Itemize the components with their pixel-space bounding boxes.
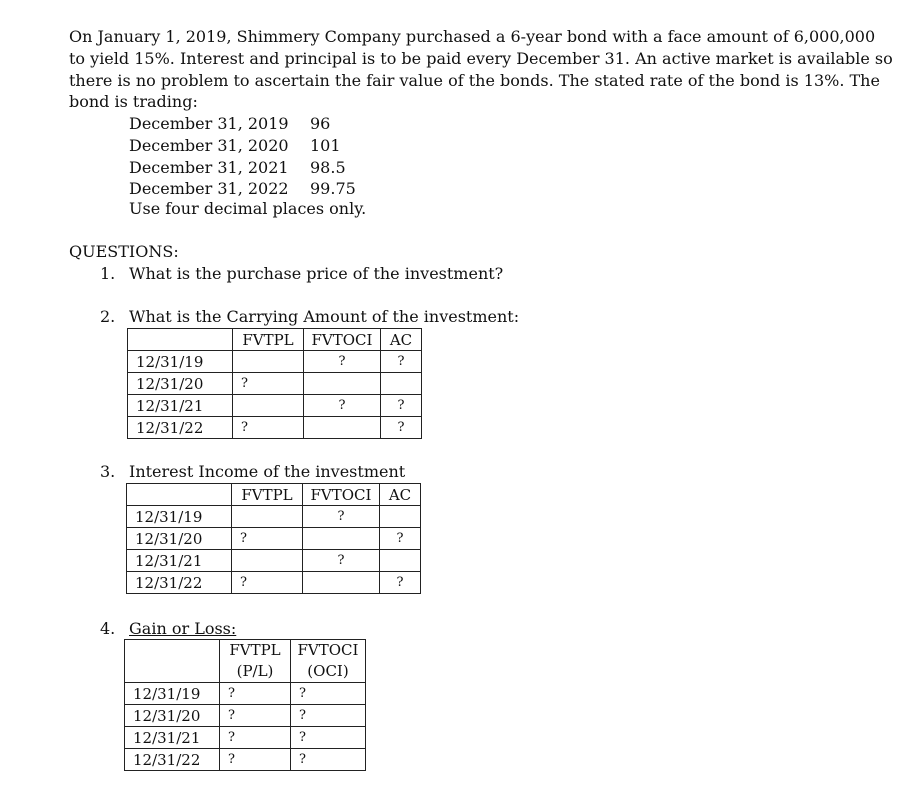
trading-price: 101 [310,135,341,155]
header-fvtpl-pl [220,640,291,683]
header-fvtoci: FVTOCI [297,641,359,659]
q4-number: 4. [100,619,116,638]
table-row [125,683,366,705]
table-row [127,506,421,528]
cell-fvtpl: ? [233,417,304,439]
cell-fvtoci: ? [304,351,381,373]
cell-fvtpl: ? [220,727,291,749]
trading-date: December 31, 2022 [129,179,289,199]
q2-number: 2. [100,307,116,326]
cell-ac [380,550,421,572]
table-corner-cell [127,484,232,506]
intro-line: there is no problem to ascertain the fair value of the bonds. The stated rate of the bond is 13%. The [69,70,880,90]
cell-fvtpl [232,550,303,572]
cell-fvtpl [232,506,303,528]
row-date: 12/31/21 [127,550,232,572]
trading-row [129,178,356,200]
trading-prices [129,113,356,200]
cell-ac: ? [380,572,421,594]
row-date: 12/31/22 [127,572,232,594]
header-oci: (OCI) [307,662,349,680]
table-row [125,749,366,771]
header-fvtoci-oci [291,640,366,683]
header-pl: (P/L) [236,662,274,680]
intro-line: to yield 15%. Interest and principal is to be paid every December 31. An active market is available so [69,48,893,68]
intro-paragraph [69,26,893,113]
cell-ac [380,506,421,528]
cell-fvtpl: ? [232,572,303,594]
cell-fvtoci: ? [304,395,381,417]
table-row [127,528,421,550]
gain-loss-table [124,639,366,771]
row-date: 12/31/21 [128,395,233,417]
q1-text: What is the purchase price of the investment? [129,264,504,283]
header-fvtpl: FVTPL [229,641,281,659]
row-date: 12/31/20 [127,528,232,550]
header-fvtpl: FVTPL [232,484,303,506]
cell-fvtoci [303,528,380,550]
cell-fvtpl: ? [220,705,291,727]
header-fvtoci: FVTOCI [304,329,381,351]
cell-fvtpl: ? [232,528,303,550]
cell-ac: ? [381,351,422,373]
row-date: 12/31/20 [128,373,233,395]
cell-fvtoci [304,373,381,395]
header-fvtpl: FVTPL [233,329,304,351]
cell-ac: ? [381,395,422,417]
interest-income-table [126,483,421,594]
questions-heading: QUESTIONS: [69,242,179,261]
header-fvtoci: FVTOCI [303,484,380,506]
row-date: 12/31/19 [127,506,232,528]
table-row [125,705,366,727]
header-ac: AC [380,484,421,506]
row-date: 12/31/21 [125,727,220,749]
cell-ac: ? [381,417,422,439]
cell-fvtoci [304,417,381,439]
cell-fvtoci: ? [303,506,380,528]
table-corner-cell [125,640,220,683]
table-header-row [127,484,421,506]
table-header-row [128,329,422,351]
row-date: 12/31/22 [128,417,233,439]
cell-fvtpl: ? [220,683,291,705]
cell-fvtpl [233,395,304,417]
table-row [125,727,366,749]
trading-price: 99.75 [310,179,356,199]
row-date: 12/31/19 [128,351,233,373]
header-ac: AC [381,329,422,351]
intro-line: On January 1, 2019, Shimmery Company purchased a 6-year bond with a face amount of 6,000,000 [69,27,876,46]
cell-fvtoci [303,572,380,594]
row-date: 12/31/22 [125,749,220,771]
cell-fvtoci: ? [291,749,366,771]
cell-ac: ? [380,528,421,550]
table-corner-cell [128,329,233,351]
q4-text: Gain or Loss: [129,619,237,638]
q3-text: Interest Income of the investment [129,462,406,481]
intro-line: bond is trading: [69,92,198,112]
table-row [128,351,422,373]
row-date: 12/31/20 [125,705,220,727]
trading-price: 98.5 [310,157,346,177]
table-row [127,572,421,594]
cell-fvtpl: ? [220,749,291,771]
trading-price: 96 [310,114,331,133]
trading-date: December 31, 2020 [129,135,289,155]
row-date: 12/31/19 [125,683,220,705]
carrying-amount-table [127,328,422,439]
q3-number: 3. [100,462,116,481]
cell-fvtpl: ? [233,373,304,395]
cell-fvtoci: ? [291,683,366,705]
trading-row [129,135,356,157]
table-row [128,395,422,417]
q1-number: 1. [100,264,116,283]
trading-row [129,113,356,135]
trading-date: December 31, 2021 [129,157,289,177]
cell-fvtoci: ? [291,727,366,749]
cell-fvtoci: ? [291,705,366,727]
table-header-row [125,640,366,683]
trading-date: December 31, 2019 [129,114,289,133]
cell-ac [381,373,422,395]
table-row [128,373,422,395]
q2-text: What is the Carrying Amount of the investment: [129,307,520,326]
cell-fvtoci: ? [303,550,380,572]
cell-fvtpl [233,351,304,373]
table-row [128,417,422,439]
table-row [127,550,421,572]
decimal-note: Use four decimal places only. [129,199,367,218]
trading-row [129,157,356,179]
